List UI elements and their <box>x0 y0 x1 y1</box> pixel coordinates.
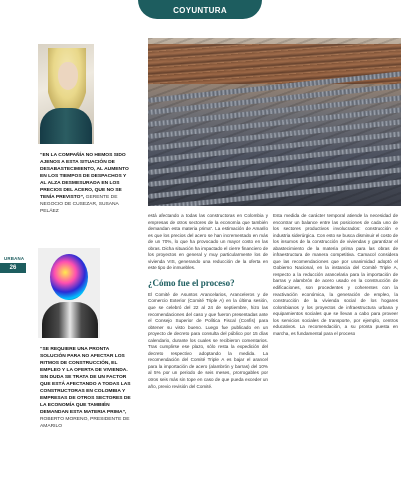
pull-quote-1 <box>40 152 132 215</box>
side-section-marker <box>0 256 26 273</box>
portrait-photo-susana <box>38 44 94 144</box>
article-subheading: ¿Cómo fue el proceso? <box>148 277 235 288</box>
article-body-paragraph-1: El Comité de Asuntos Arancelarios, Aranceleros y de Comercio Exterior (Comité Triple A) en la última sesión, que se celebró del 22 al 24 de septiembre, hizo las recomendaciones del caso y que fueron presentadas ante el Consejo Superior de Política Fiscal (Confis) para obtener su visto bueno. Luego fue publicado en un proyecto de decreto para consulta del público por 15 días calendario, durante los cuales se recibieron comentarios. Tras cumplirse ese plazo, sólo resta la expedición del decreto respectivo adoptando la medida. La recomendación del Comité Triple A es bajar el arancel para la importación de acero (alambrón y barras) del 10% al 5% por un periodo de seis meses, prorrogables por otros seis más sin tope en caso de que pueda exceder un año, previo revisión del Comité. <box>148 291 268 389</box>
side-section-label: URBANA <box>4 256 25 261</box>
section-title: COYUNTURA <box>173 6 227 15</box>
pull-quote-2-author: ROBERTO MORENO, PRESIDENTE DE AMARILO <box>40 417 130 429</box>
page-number: 26 <box>0 263 26 273</box>
article-body-paragraph-2: Esta medida de carácter temporal atiende la necesidad de encontrar un balance entre las posiciones de cada uno de los sectores productivos involucrados: construcción e industria siderúrgica. Con esto se busca disminuir el costo de los insumos de la construcción de viviendas y garantizar el abastecimiento de la materia prima para las obras de infraestructura de manera competitiva. Camacol considera que las recomendaciones que por unanimidad adoptó el Gobierno Nacional, en la instancia del Comité Triple A, respecto a la reducción arancelaria para la importación de barras y alambrón de acero usado en la construcción de edificaciones, son procedentes y coherentes con la reactivación económica, la generación de empleo, la construcción de la vivienda social de los hogares colombianos y los proyectos de infraestructura urbana y equipamientos sociales que se llevan a cabo para proveer los servicios sociales de transporte, por ejemplo, centros educativos. La recomendación, a su pronta puesta en marcha, es fundamental para el proceso <box>273 213 398 336</box>
pull-quote-1-text: “EN LA COMPAÑÍA NO HEMOS SIDO AJENOS A ESTA SITUACIÓN DE DESABASTECIMIENTO, AL AUMENTO EN LOS TIEMPOS DE DESPACHOS Y AL ALZA DESMESURADA EN LOS PRECIOS DEL ACERO, QUE NO SE TENÍA PREVISTO”, <box>40 153 129 200</box>
steel-rebar-photo <box>148 38 401 206</box>
pull-quote-2 <box>40 346 132 430</box>
pull-quote-1-author: GERENTE DE NEGOCIO DE CUSEZAR, SUSANA PELÁEZ <box>40 195 119 214</box>
pull-quote-2-text: “SE REQUIERE UNA PRONTA SOLUCIÓN PARA NO AFECTAR LOS RITMOS DE CONSTRUCCIÓN, EL EMPLEO Y LA OFERTA DE VIVIENDA. SIN DUDA SE TRATA DE UN FACTOR QUE ESTÁ AFECTANDO A TODAS LAS CONSTRUCTORAS EN COLOMBIA Y EMPRESAS DE OTROS SECTORES DE LA ECONOMÍA QUE TAMBIÉN DEMANDAN ESTA MATERIA PRIMA”, <box>40 347 131 415</box>
section-header-tab <box>138 0 262 19</box>
portrait-photo-roberto <box>38 248 100 338</box>
article-column-2 <box>273 213 398 337</box>
article-intro-paragraph: está afectando a todas las constructoras en Colombia y empresas de otros sectores de la economía que también demandan esta materia prima”. La estimación de Amarilo es que los precios del acero se han incrementado en más de un 70%, lo que ha provocado un mayor costo en las obras. Dicha situación ha impactado el cierre financiero de los proyectos en general y muy particularmente los de vivienda VIS, generando una reducción de la oferta en este tipo de inmuebles. <box>148 213 268 271</box>
article-column-1 <box>148 213 268 390</box>
